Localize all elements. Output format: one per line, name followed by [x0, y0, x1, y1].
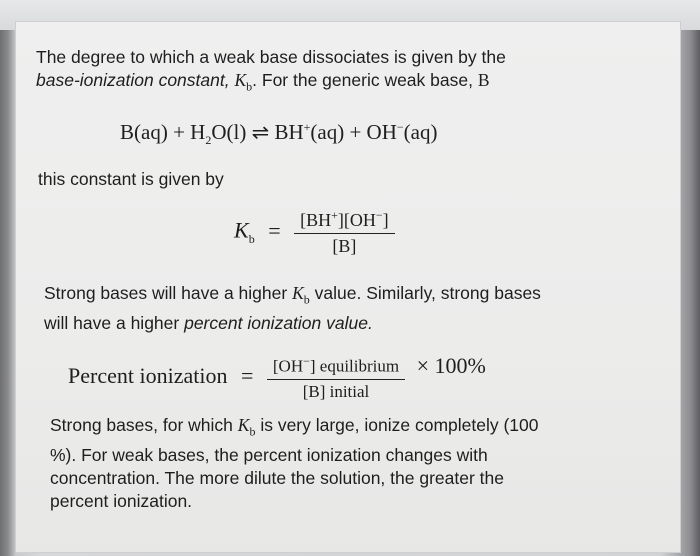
percent-fraction: [267, 354, 405, 402]
water-subscript: 2: [205, 133, 212, 148]
base-symbol: B: [477, 70, 490, 90]
kb-numerator: [BH+][OH−]: [294, 208, 395, 234]
strong-bases-paragraph: Strong bases will have a higher $K_b$ value. Similarly, strong bases will have a higher percent ionization value.: [44, 283, 541, 333]
percent-denominator: [B] initial: [302, 381, 370, 401]
kb-symbol-inline-2: $K_b$: [292, 283, 310, 307]
kb-equals: =: [268, 217, 281, 243]
intro-line2-pre: base-ionization constant,: [36, 70, 230, 90]
equilibrium-arrow: ⇌: [251, 120, 270, 144]
percent-equation: [68, 354, 486, 402]
constant-text: this constant is given by: [38, 169, 224, 189]
reaction-equation: $B(aq) + H_2O(l)$ ⇌ BH+(aq) + OH−(aq): [120, 120, 438, 148]
intro-line1: The degree to which a weak base dissociates is given by the: [36, 47, 506, 67]
reaction-product2-state: (aq): [403, 120, 438, 144]
intro-line2-post: . For the generic weak base,: [252, 70, 473, 90]
reaction-product1: BH: [274, 120, 304, 144]
percent-ionization-emphasis: percent ionization value.: [184, 312, 373, 333]
closing-paragraph: Strong bases, for which $K_b$ is very large, ionize completely (100 %). For weak bases, the percent ionization changes with concentration. The more dilute the solution, the greater the percent ionization.: [50, 415, 539, 511]
kb-symbol-inline-3: $K_b$: [237, 415, 256, 439]
water-rest: O(l): [211, 120, 247, 144]
intro-paragraph: [36, 46, 666, 99]
kb-equation: $K_b$ = $\frac{[BH^+][OH^-]}{[B]}$: [234, 208, 395, 257]
percent-lhs: Percent ionization: [68, 362, 228, 388]
content-card: [16, 22, 680, 552]
kb-denominator: [B]: [332, 236, 357, 256]
percent-equals: =: [240, 362, 254, 388]
times-100: × 100%: [416, 352, 486, 378]
percent-numerator: [OH−] equilibrium: [267, 354, 405, 380]
kb-fraction: [294, 208, 395, 257]
kb-symbol-inline: $K_b$: [234, 70, 253, 94]
reaction-product2: (aq) + OH: [310, 120, 397, 144]
kb-lhs: K: [234, 217, 249, 243]
reaction-reactants: B(aq) + H: [120, 120, 206, 144]
